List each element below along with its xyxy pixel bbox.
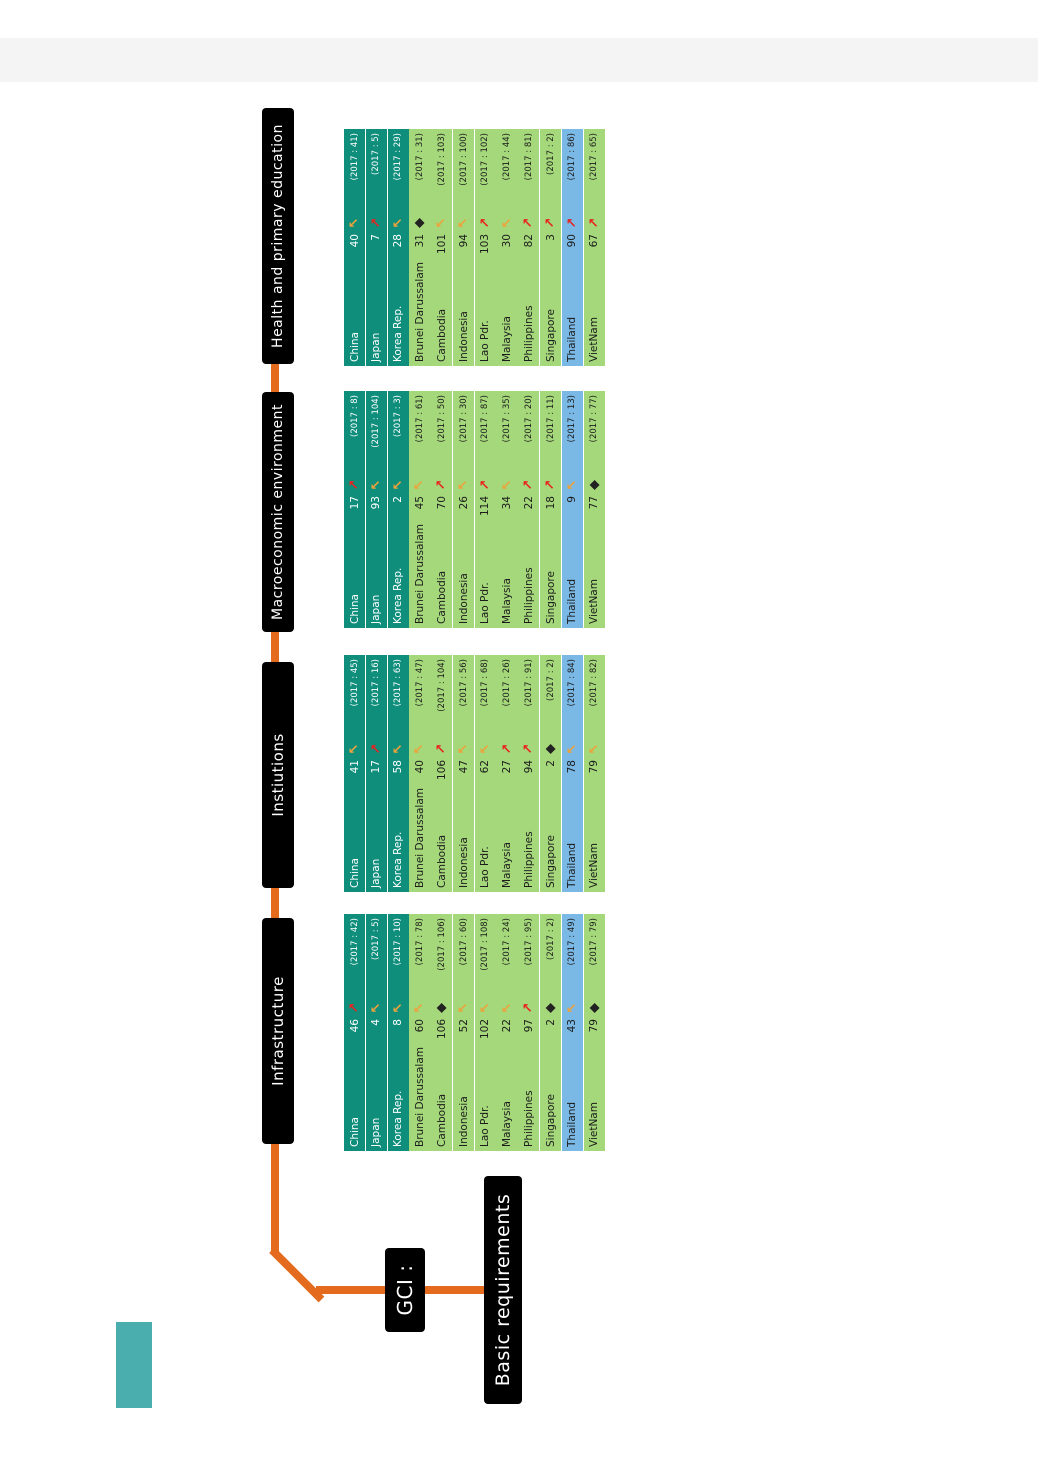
rank-2017: (2017 : 3) (393, 395, 404, 437)
rank-2018: 78 (566, 760, 579, 774)
trend-up-icon: ↗ (368, 743, 384, 755)
pillar-title: Instiutions (269, 733, 287, 817)
rank-2017: (2017 : 2) (545, 659, 556, 701)
subindex-label: Basic requirements (492, 1193, 514, 1387)
rank-2018: 7 (370, 234, 383, 241)
trend-down-icon: ↖ (564, 743, 580, 755)
trend-down-icon: ↖ (390, 217, 406, 229)
rank-2017: (2017 : 13) (567, 395, 578, 443)
country-name: Brunei Darussalam (413, 524, 426, 624)
trend-up-icon: ↗ (521, 217, 537, 229)
country-name: Indonesia (457, 311, 470, 362)
table-row (584, 914, 605, 1151)
table-row (409, 914, 430, 1151)
rank-2017: (2017 : 82) (589, 659, 600, 707)
table-row (496, 129, 517, 366)
rank-2017: (2017 : 84) (567, 659, 578, 707)
gci-label: GCI : (393, 1264, 417, 1316)
rank-2017: (2017 : 47) (414, 659, 425, 707)
rank-2017: (2017 : 61) (414, 395, 425, 443)
rank-2018: 90 (566, 234, 579, 248)
country-name: Philippines (522, 1090, 535, 1147)
country-name: Lao Pdr. (479, 1105, 492, 1147)
country-name: Cambodia (435, 570, 448, 624)
country-name: Japan (370, 1117, 383, 1147)
trend-up-icon: ↗ (543, 217, 559, 229)
rank-2017: (2017 : 78) (414, 918, 425, 966)
rank-2017: (2017 : 87) (480, 395, 491, 443)
trend-down-icon: ↖ (499, 217, 515, 229)
rank-2018: 27 (501, 760, 514, 774)
trend-down-icon: ↖ (456, 1002, 471, 1014)
country-name: China (348, 858, 361, 888)
rank-2018: 8 (392, 1019, 405, 1026)
rank-2018: 94 (522, 760, 535, 774)
rank-2017: (2017 : 86) (567, 133, 578, 181)
trend-down-icon: ↖ (368, 1002, 384, 1014)
rank-2018: 46 (348, 1019, 361, 1033)
country-name: Malaysia (501, 842, 514, 888)
table-row (540, 914, 561, 1151)
rank-2017: (2017 : 5) (371, 133, 382, 175)
table-row (431, 391, 452, 628)
rank-2017: (2017 : 104) (436, 659, 447, 712)
table-row (366, 655, 387, 892)
country-name: Indonesia (457, 837, 470, 888)
rank-2017: (2017 : 95) (523, 918, 534, 966)
rank-2017: (2017 : 2) (545, 133, 556, 175)
rank-2018: 103 (479, 234, 492, 255)
country-name: Philippines (522, 831, 535, 888)
rank-2018: 26 (457, 496, 470, 510)
table-row (584, 655, 605, 892)
table-row (475, 914, 496, 1151)
trend-down-icon: ↖ (499, 1002, 515, 1014)
table-row (344, 655, 365, 892)
trend-up-icon: ↗ (499, 743, 515, 755)
country-name: Korea Rep. (392, 567, 405, 624)
trend-up-icon: ↗ (347, 479, 363, 491)
country-name: Cambodia (435, 308, 448, 362)
rank-2018: 40 (413, 760, 426, 774)
page-tab-marker (116, 1322, 152, 1408)
table-row (518, 914, 539, 1151)
table-row (344, 391, 365, 628)
country-name: Japan (370, 332, 383, 362)
rank-2017: (2017 : 56) (458, 659, 469, 707)
pillar-title-box-health (262, 108, 294, 364)
table-row (388, 655, 409, 892)
trend-down-icon: ↖ (434, 217, 450, 229)
table-row (409, 391, 430, 628)
rank-2018: 62 (479, 760, 492, 774)
rank-2017: (2017 : 45) (349, 659, 360, 707)
country-name: Singapore (544, 835, 557, 888)
trend-down-icon: ↖ (347, 217, 363, 229)
rank-2018: 93 (370, 496, 383, 510)
ranking-table-macroeconomic (344, 391, 606, 628)
rank-2018: 97 (522, 1019, 535, 1033)
rank-2018: 106 (435, 1019, 448, 1040)
rank-2018: 79 (588, 760, 601, 774)
pillar-title-box-infrastructure (262, 918, 294, 1144)
country-name: Malaysia (501, 1101, 514, 1147)
rank-2017: (2017 : 102) (480, 133, 491, 186)
rank-2018: 43 (566, 1019, 579, 1033)
rank-2017: (2017 : 68) (480, 659, 491, 707)
rank-2017: (2017 : 35) (502, 395, 513, 443)
rank-2018: 52 (457, 1019, 470, 1033)
subindex-box (484, 1176, 522, 1404)
table-row (562, 655, 583, 892)
rank-2017: (2017 : 41) (349, 133, 360, 181)
trend-down-icon: ↖ (390, 743, 406, 755)
country-name: Japan (370, 858, 383, 888)
country-name: Indonesia (457, 1096, 470, 1147)
table-row (518, 655, 539, 892)
rank-2018: 45 (413, 496, 426, 510)
rank-2018: 106 (435, 760, 448, 781)
table-row (366, 129, 387, 366)
country-name: China (348, 332, 361, 362)
rank-2018: 34 (501, 496, 514, 510)
country-name: Lao Pdr. (479, 320, 492, 362)
table-row (344, 914, 365, 1151)
country-name: VietNam (588, 579, 601, 624)
country-name: Thailand (566, 316, 579, 362)
rank-2017: (2017 : 44) (502, 133, 513, 181)
table-row (453, 914, 474, 1151)
rank-2017: (2017 : 65) (589, 133, 600, 181)
rank-2018: 9 (566, 496, 579, 503)
trend-up-icon: ↗ (347, 1002, 363, 1014)
trend-down-icon: ↖ (347, 743, 363, 755)
rank-2018: 70 (435, 496, 448, 510)
trend-down-icon: ↖ (412, 479, 428, 491)
table-row (518, 129, 539, 366)
rank-2018: 102 (479, 1019, 492, 1040)
table-row (584, 129, 605, 366)
pillar-title-box-macroeconomic (262, 392, 294, 632)
country-name: Singapore (544, 309, 557, 362)
table-row (584, 391, 605, 628)
table-row (453, 655, 474, 892)
rank-2018: 17 (348, 496, 361, 510)
pillar-title: Health and primary education (270, 124, 286, 348)
country-name: Indonesia (457, 573, 470, 624)
rank-2017: (2017 : 63) (393, 659, 404, 707)
trend-up-icon: ↗ (477, 217, 493, 229)
table-row (496, 655, 517, 892)
rank-2018: 2 (392, 496, 405, 503)
pillar-title: Macroeconomic environment (270, 403, 286, 621)
trend-down-icon: ↖ (564, 1002, 580, 1014)
country-name: Philippines (522, 305, 535, 362)
table-row (431, 914, 452, 1151)
country-name: China (348, 1117, 361, 1147)
table-row (475, 129, 496, 366)
rank-2018: 94 (457, 234, 470, 248)
table-row (562, 129, 583, 366)
table-row (540, 391, 561, 628)
trend-down-icon: ↖ (456, 217, 471, 229)
country-name: Korea Rep. (392, 831, 405, 888)
table-row (540, 129, 561, 366)
rank-2018: 101 (435, 234, 448, 255)
table-row (388, 129, 409, 366)
country-name: Brunei Darussalam (413, 788, 426, 888)
country-name: Philippines (522, 567, 535, 624)
table-row (518, 391, 539, 628)
trend-up-icon: ↗ (434, 479, 450, 491)
trend-same-icon: ◆ (543, 744, 559, 754)
country-name: Singapore (544, 1094, 557, 1147)
rank-2017: (2017 : 81) (523, 133, 534, 181)
table-row (496, 914, 517, 1151)
trend-up-icon: ↗ (543, 479, 559, 491)
rank-2017: (2017 : 31) (414, 133, 425, 181)
trend-up-icon: ↗ (521, 743, 537, 755)
rank-2018: 67 (588, 234, 601, 248)
rank-2017: (2017 : 106) (436, 918, 447, 971)
gci-box (385, 1248, 425, 1332)
rank-2017: (2017 : 29) (393, 133, 404, 181)
table-row (562, 914, 583, 1151)
rank-2017: (2017 : 100) (458, 133, 469, 186)
rank-2017: (2017 : 104) (371, 395, 382, 448)
rank-2018: 77 (588, 496, 601, 510)
rank-2017: (2017 : 103) (436, 133, 447, 186)
rank-2017: (2017 : 42) (349, 918, 360, 966)
trend-down-icon: ↖ (499, 479, 515, 491)
country-name: VietNam (588, 1102, 601, 1147)
table-row (366, 391, 387, 628)
pillar-title: Infrastructure (269, 976, 287, 1086)
pillar-title-box-institutions (262, 662, 294, 888)
rank-2017: (2017 : 8) (349, 395, 360, 437)
trend-down-icon: ↖ (368, 479, 384, 491)
trend-down-icon: ↖ (456, 743, 471, 755)
branch-diagonal-line (269, 1247, 324, 1302)
table-row (475, 391, 496, 628)
rank-2017: (2017 : 2) (545, 918, 556, 960)
rank-2017: (2017 : 91) (523, 659, 534, 707)
rank-2018: 4 (370, 1019, 383, 1026)
rank-2018: 114 (479, 496, 492, 517)
table-row (562, 391, 583, 628)
country-name: Cambodia (435, 1093, 448, 1147)
rank-2018: 28 (392, 234, 405, 248)
country-name: Lao Pdr. (479, 846, 492, 888)
table-row (409, 129, 430, 366)
rank-2017: (2017 : 79) (589, 918, 600, 966)
country-name: Thailand (566, 578, 579, 624)
trend-down-icon: ↖ (456, 479, 471, 491)
trend-down-icon: ↖ (412, 743, 428, 755)
rank-2017: (2017 : 30) (458, 395, 469, 443)
country-name: Korea Rep. (392, 305, 405, 362)
table-row (388, 391, 409, 628)
rank-2017: (2017 : 11) (545, 395, 556, 443)
table-row (475, 655, 496, 892)
table-row (453, 391, 474, 628)
trend-same-icon: ◆ (543, 1003, 559, 1013)
table-row (388, 914, 409, 1151)
table-row (453, 129, 474, 366)
rank-2018: 40 (348, 234, 361, 248)
country-name: Malaysia (501, 578, 514, 624)
rank-2017: (2017 : 24) (502, 918, 513, 966)
rank-2017: (2017 : 108) (480, 918, 491, 971)
trend-same-icon: ◆ (586, 1003, 602, 1013)
table-row (431, 129, 452, 366)
rank-2018: 82 (522, 234, 535, 248)
country-name: Thailand (566, 842, 579, 888)
rank-2018: 30 (501, 234, 514, 248)
ranking-table-infrastructure (344, 914, 606, 1151)
rank-2017: (2017 : 60) (458, 918, 469, 966)
table-row (366, 914, 387, 1151)
trend-down-icon: ↖ (390, 479, 406, 491)
trend-down-icon: ↖ (586, 743, 602, 755)
ranking-table-health (344, 129, 606, 366)
country-name: Brunei Darussalam (413, 1047, 426, 1147)
country-name: Malaysia (501, 316, 514, 362)
country-name: VietNam (588, 317, 601, 362)
rank-2018: 47 (457, 760, 470, 774)
country-name: Brunei Darussalam (413, 262, 426, 362)
rank-2017: (2017 : 26) (502, 659, 513, 707)
rank-2017: (2017 : 20) (523, 395, 534, 443)
trend-up-icon: ↗ (434, 743, 450, 755)
rank-2018: 2 (544, 1019, 557, 1026)
trend-up-icon: ↗ (368, 217, 384, 229)
trend-up-icon: ↗ (521, 1002, 537, 1014)
country-name: Korea Rep. (392, 1090, 405, 1147)
trend-up-icon: ↗ (564, 217, 580, 229)
country-name: Lao Pdr. (479, 582, 492, 624)
trend-down-icon: ↖ (477, 743, 493, 755)
table-row (540, 655, 561, 892)
rank-2018: 60 (413, 1019, 426, 1033)
trend-down-icon: ↖ (412, 1002, 428, 1014)
rank-2018: 3 (544, 234, 557, 241)
rank-2018: 22 (501, 1019, 514, 1033)
table-row (344, 129, 365, 366)
rank-2017: (2017 : 16) (371, 659, 382, 707)
trend-same-icon: ◆ (434, 1003, 450, 1013)
rank-2018: 79 (588, 1019, 601, 1033)
country-name: Japan (370, 594, 383, 624)
table-row (409, 655, 430, 892)
rank-2018: 31 (413, 234, 426, 248)
rank-2018: 22 (522, 496, 535, 510)
table-row (496, 391, 517, 628)
table-row (431, 655, 452, 892)
rank-2017: (2017 : 50) (436, 395, 447, 443)
rank-2018: 18 (544, 496, 557, 510)
trend-same-icon: ◆ (586, 480, 602, 490)
trend-up-icon: ↗ (586, 217, 602, 229)
trend-down-icon: ↖ (390, 1002, 406, 1014)
rank-2018: 41 (348, 760, 361, 774)
ranking-table-institutions (344, 655, 606, 892)
top-bar (0, 38, 1038, 82)
rank-2017: (2017 : 77) (589, 395, 600, 443)
country-name: VietNam (588, 843, 601, 888)
rank-2017: (2017 : 49) (567, 918, 578, 966)
trend-down-icon: ↖ (477, 1002, 493, 1014)
trend-up-icon: ↗ (521, 479, 537, 491)
rank-2018: 2 (544, 760, 557, 767)
rank-2017: (2017 : 5) (371, 918, 382, 960)
country-name: China (348, 594, 361, 624)
country-name: Singapore (544, 571, 557, 624)
rank-2018: 17 (370, 760, 383, 774)
country-name: Cambodia (435, 834, 448, 888)
trend-down-icon: ↖ (564, 479, 580, 491)
trend-same-icon: ◆ (412, 218, 428, 228)
rank-2017: (2017 : 10) (393, 918, 404, 966)
trend-up-icon: ↗ (477, 479, 493, 491)
country-name: Thailand (566, 1101, 579, 1147)
rank-2018: 58 (392, 760, 405, 774)
